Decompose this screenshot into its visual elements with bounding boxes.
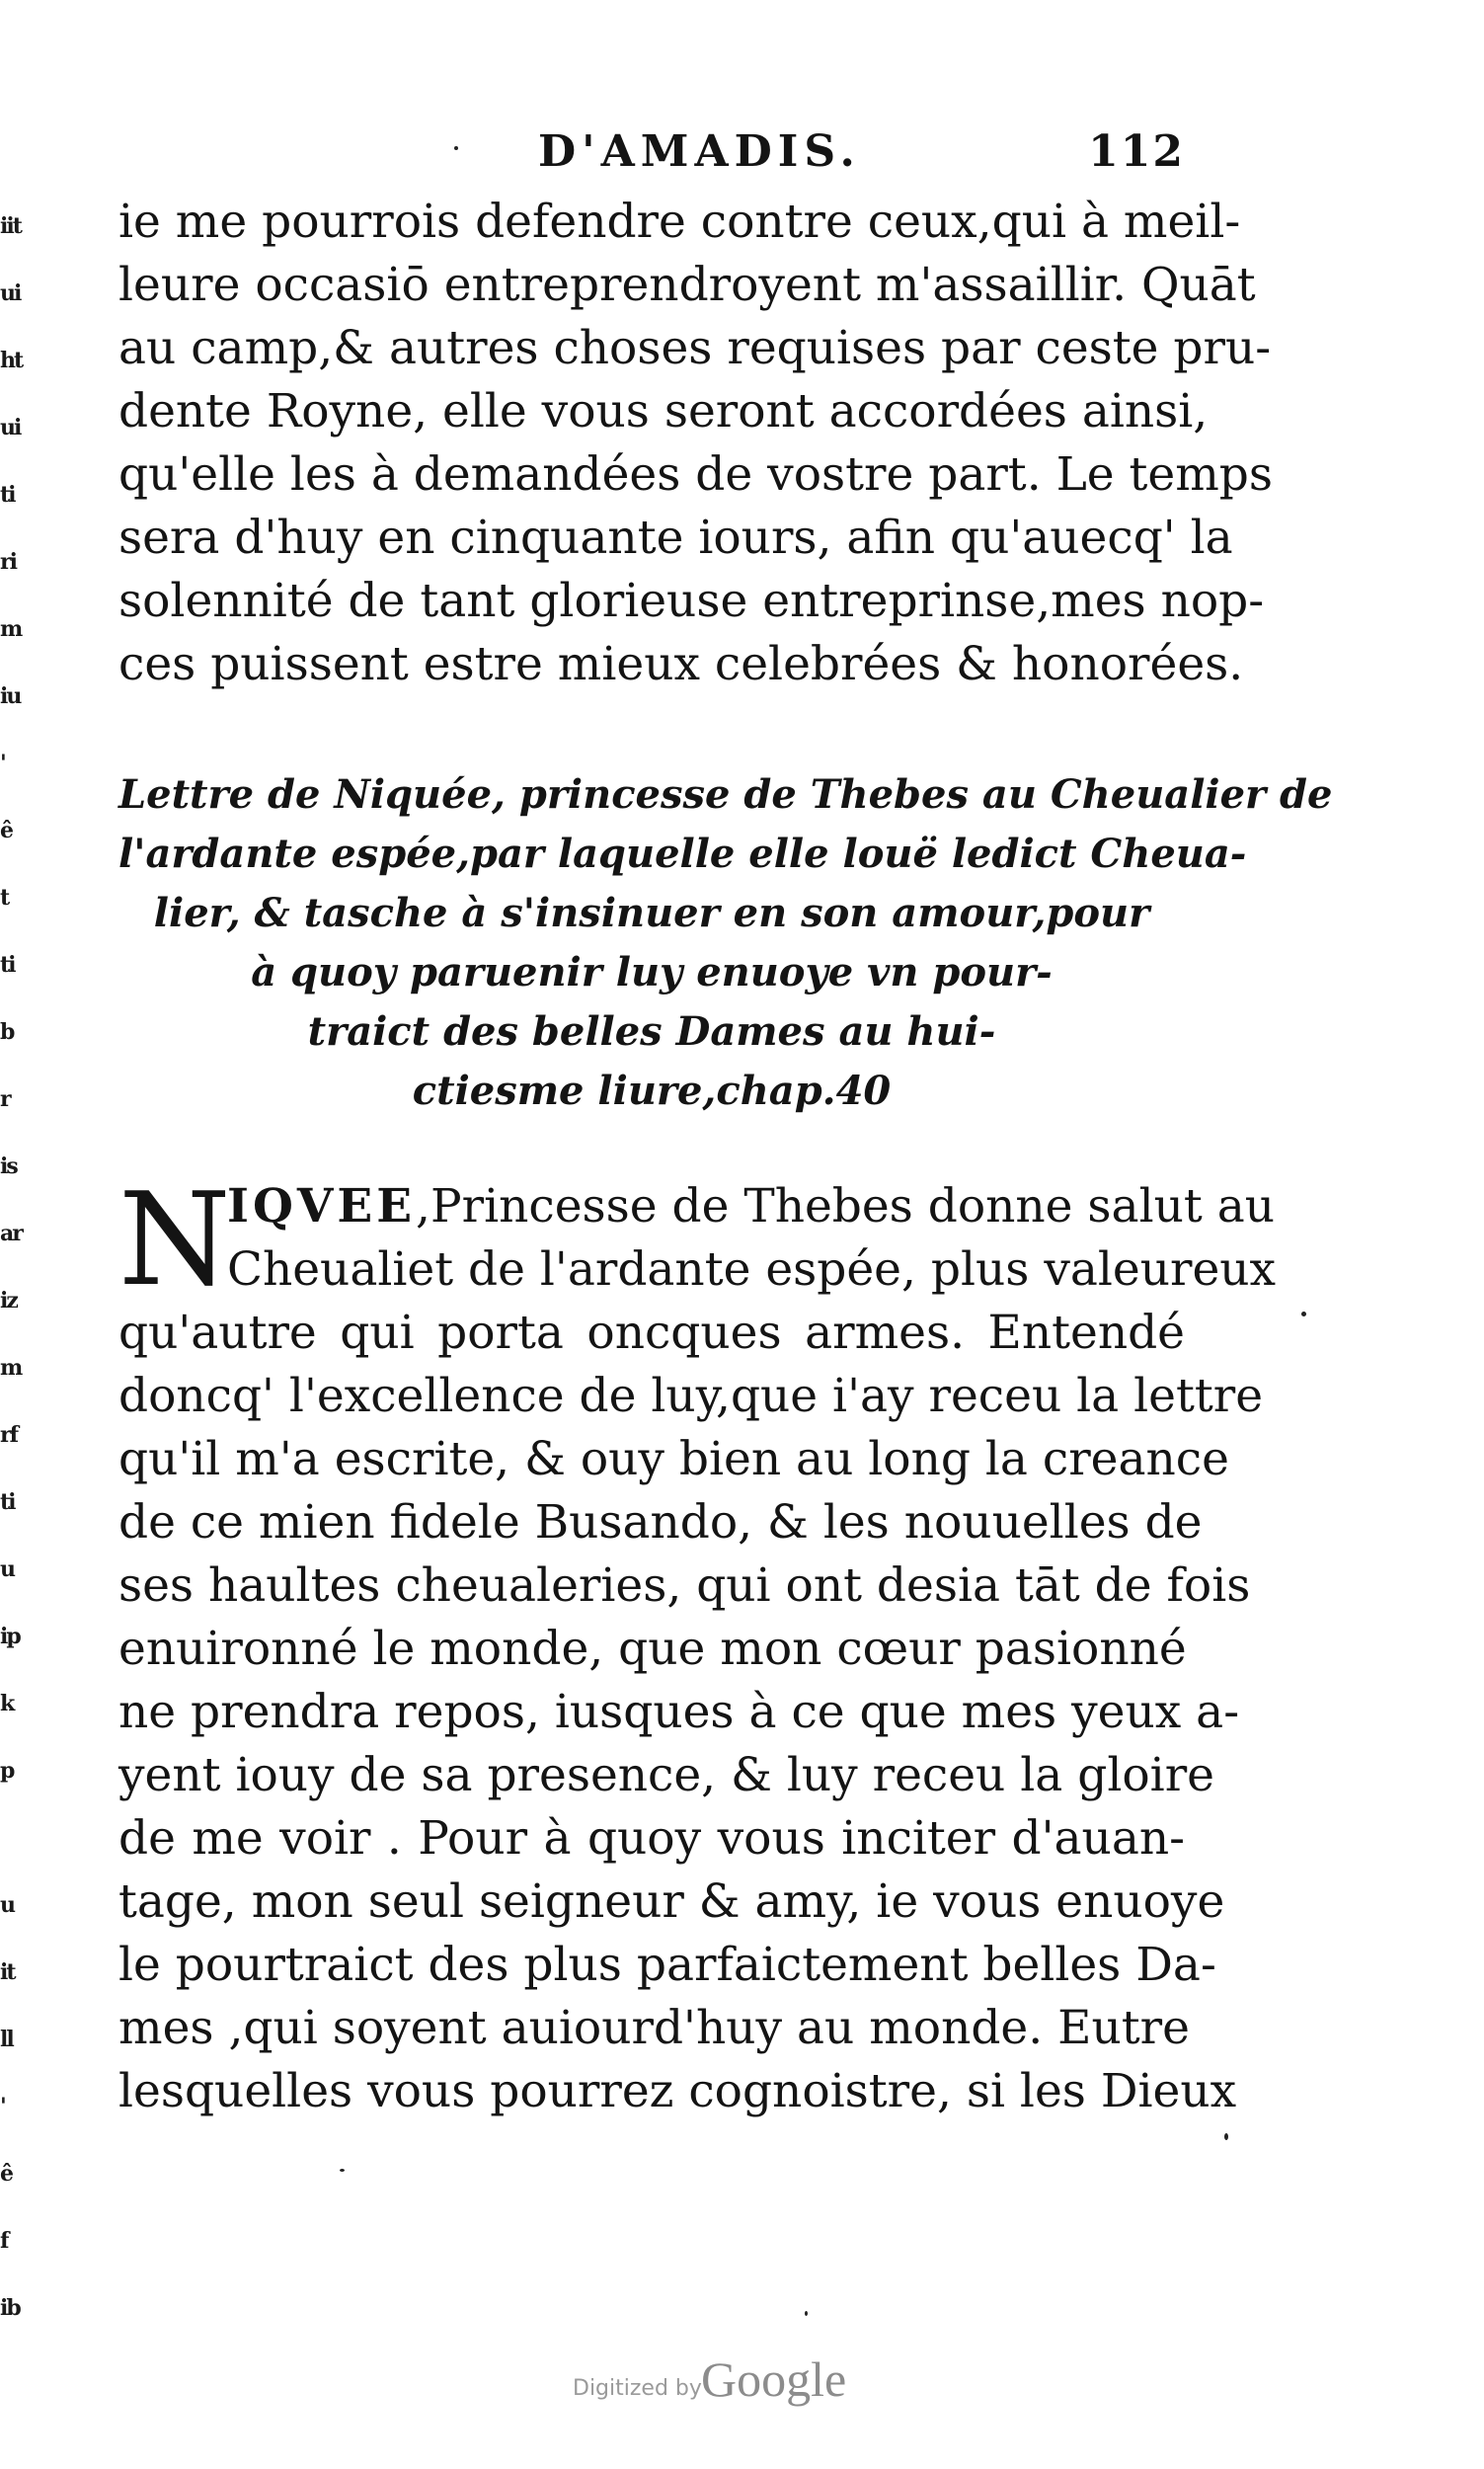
text-line: mes ,qui soyent auiourd'huy au monde. Eutre [118,2001,1190,2055]
text-line: solennité de tant glorieuse entreprinse,mes nop- [118,574,1265,628]
gutter-fragment: iit [0,213,21,239]
gutter-fragment: t [0,885,9,911]
text-line: de me voir . Pour à quoy vous inciter d'auan- [118,1811,1185,1866]
gutter-fragment: ib [0,2295,20,2321]
gutter-fragment: ti [0,1489,15,1515]
text-line: enuironné le monde, que mon cœur pasionné [118,1622,1187,1676]
gutter-fragment: is [0,1154,17,1179]
gutter-fragment: ui [0,280,21,306]
facing-page-gutter [0,193,26,2321]
gutter-fragment: ê [0,818,12,843]
letter-body [118,1164,1277,2123]
text-line-content: ,Princesse de Thebes donne salut au [416,1179,1275,1234]
drop-cap: N [118,1164,231,1314]
text-line: ne prendra repos, iusques à ce que mes yeux a- [118,1685,1240,1739]
gutter-fragment: r [0,1086,10,1112]
gutter-fragment: ri [0,549,16,575]
gutter-fragment: ll [0,2027,13,2052]
text-line: qu'il m'a escrite, & ouy bien au long la creance [118,1432,1229,1486]
gutter-fragment: iu [0,683,21,709]
text-line [118,1175,1275,1238]
gutter-fragment [0,1804,26,1872]
gutter-fragment: p [0,1758,14,1784]
text-line: lesquelles vous pourrez cognoistre, si les Dieux [118,2064,1237,2118]
gutter-fragment: rf [0,1422,18,1448]
gutter-fragment: u [0,1556,14,1582]
scan-speck [805,2311,808,2316]
scan-speck [1301,1312,1306,1316]
gutter-fragment: m [0,616,22,642]
gutter-fragment: ar [0,1221,22,1246]
gutter-fragment: ' [0,751,5,776]
gutter-fragment: ui [0,415,21,440]
text-line: leure occasiō entreprendroyent m'assaillir. Quāt [118,258,1256,312]
gutter-fragment: k [0,1691,14,1716]
text-line: sera d'huy en cinquante iours, afin qu'auecq' la [118,511,1233,565]
text-line: qu'elle les à demandées de vostre part. Le temps [118,447,1274,502]
text-line: au camp,& autres choses requises par ceste pru- [118,321,1272,375]
gutter-fragment: ê [0,2161,12,2187]
page-number: 112 [1088,126,1185,177]
gutter-fragment: ip [0,1624,20,1649]
heading-line: traict des belles Dames au hui- [307,1008,996,1055]
text-line: de ce mien fidele Busando, & les nouuelles de [118,1495,1203,1550]
top-paragraph [118,191,1274,696]
text-line: qu'autre qui porta oncques armes. Entendé [118,1306,1185,1360]
text-line: ces puissent estre mieux celebrées & honorées. [118,637,1244,691]
gutter-fragment: ht [0,348,23,373]
gutter-fragment: b [0,1019,14,1045]
text-line: le pourtraict des plus parfaictement belles Da- [118,1938,1216,1992]
scan-speck [1224,2133,1228,2140]
gutter-fragment: u [0,1892,14,1918]
gutter-fragment: ti [0,952,15,978]
heading-line: à quoy paruenir luy enuoye vn pour- [251,949,1053,996]
google-logo: Google [701,2351,847,2407]
letter-heading [118,765,1333,1121]
running-title: D'AMADIS. [538,126,861,177]
gutter-fragment: f [0,2228,8,2254]
text-line: tage, mon seul seigneur & amy, ie vous enuoye [118,1874,1225,1929]
heading-line: l'ardante espée,par laquelle elle louë ledict Cheua- [118,831,1247,877]
text-line: yent iouy de sa presence, & luy receu la gloire [118,1748,1214,1802]
gutter-fragment: ti [0,482,15,508]
text-line: doncq' l'excellence de luy,que i'ay receu la lettre [118,1369,1264,1423]
gutter-fragment: iz [0,1288,17,1314]
scan-speck [340,2169,345,2172]
text-line: ses haultes cheualeries, qui ont desia tāt de fois [118,1558,1251,1613]
digitizer-label: Digitized by [573,2376,702,2401]
text-line: ie me pourrois defendre contre ceux,qui à meil- [118,195,1241,249]
gutter-fragment: m [0,1355,22,1381]
opening-small-caps: IQVEE [227,1179,417,1234]
page-header [118,126,1185,186]
scan-speck [454,146,458,150]
heading-line: ctiesme liure,chap.40 [412,1068,892,1114]
digitizer-watermark [573,2350,889,2410]
heading-line: lier, & tasche à s'insinuer en son amour,pour [153,890,1150,936]
gutter-fragment: ' [0,2094,5,2119]
text-line: dente Royne, elle vous seront accordées ainsi, [118,384,1209,438]
text-line: Cheualiet de l'ardante espée, plus valeureux [227,1242,1277,1297]
heading-line: Lettre de Niquée, princesse de Thebes au Cheualier de [118,771,1333,818]
gutter-fragment: it [0,1959,15,1985]
